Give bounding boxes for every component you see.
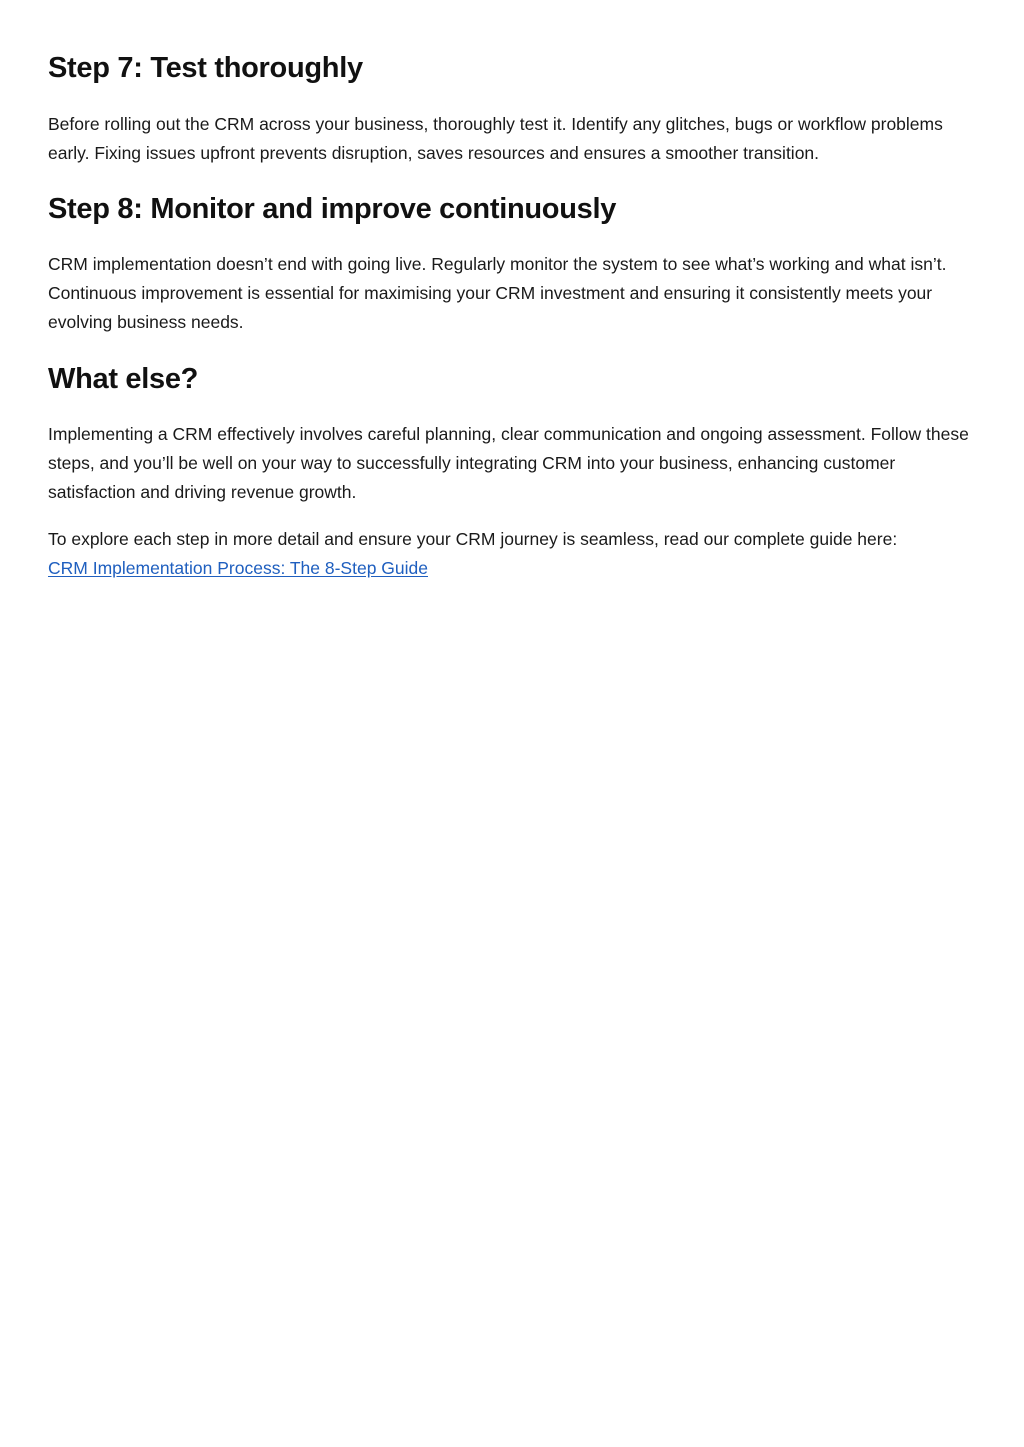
what-else-paragraph: Implementing a CRM effectively involves careful planning, clear communication and ongoing assessment. Follow these steps, and you’ll be well on your way to successfully integrating CRM into your business, enhancing customer satisfaction and driving revenue growth. bbox=[48, 424, 969, 502]
step-8-heading: Step 8: Monitor and improve continuously bbox=[48, 193, 617, 225]
step-7-heading: Step 7: Test thoroughly bbox=[48, 52, 363, 84]
crm-guide-link[interactable]: CRM Implementation Process: The 8-Step Guide bbox=[48, 557, 428, 578]
explore-text: To explore each step in more detail and ensure your CRM journey is seamless, read our complete guide here: bbox=[48, 529, 898, 549]
step-7-paragraph: Before rolling out the CRM across your business, thoroughly test it. Identify any glitches, bugs or workflow problems early. Fixing issues upfront prevents disruption, saves resources and ensures a smoother transition. bbox=[48, 114, 943, 163]
step-8-paragraph: CRM implementation doesn’t end with going live. Regularly monitor the system to see what’s working and what isn’t. Continuous improvement is essential for maximising your CRM investment and ensuring it consistently meets your evolving business needs. bbox=[48, 254, 947, 332]
what-else-heading: What else? bbox=[48, 363, 199, 395]
explore-paragraph bbox=[48, 525, 897, 583]
